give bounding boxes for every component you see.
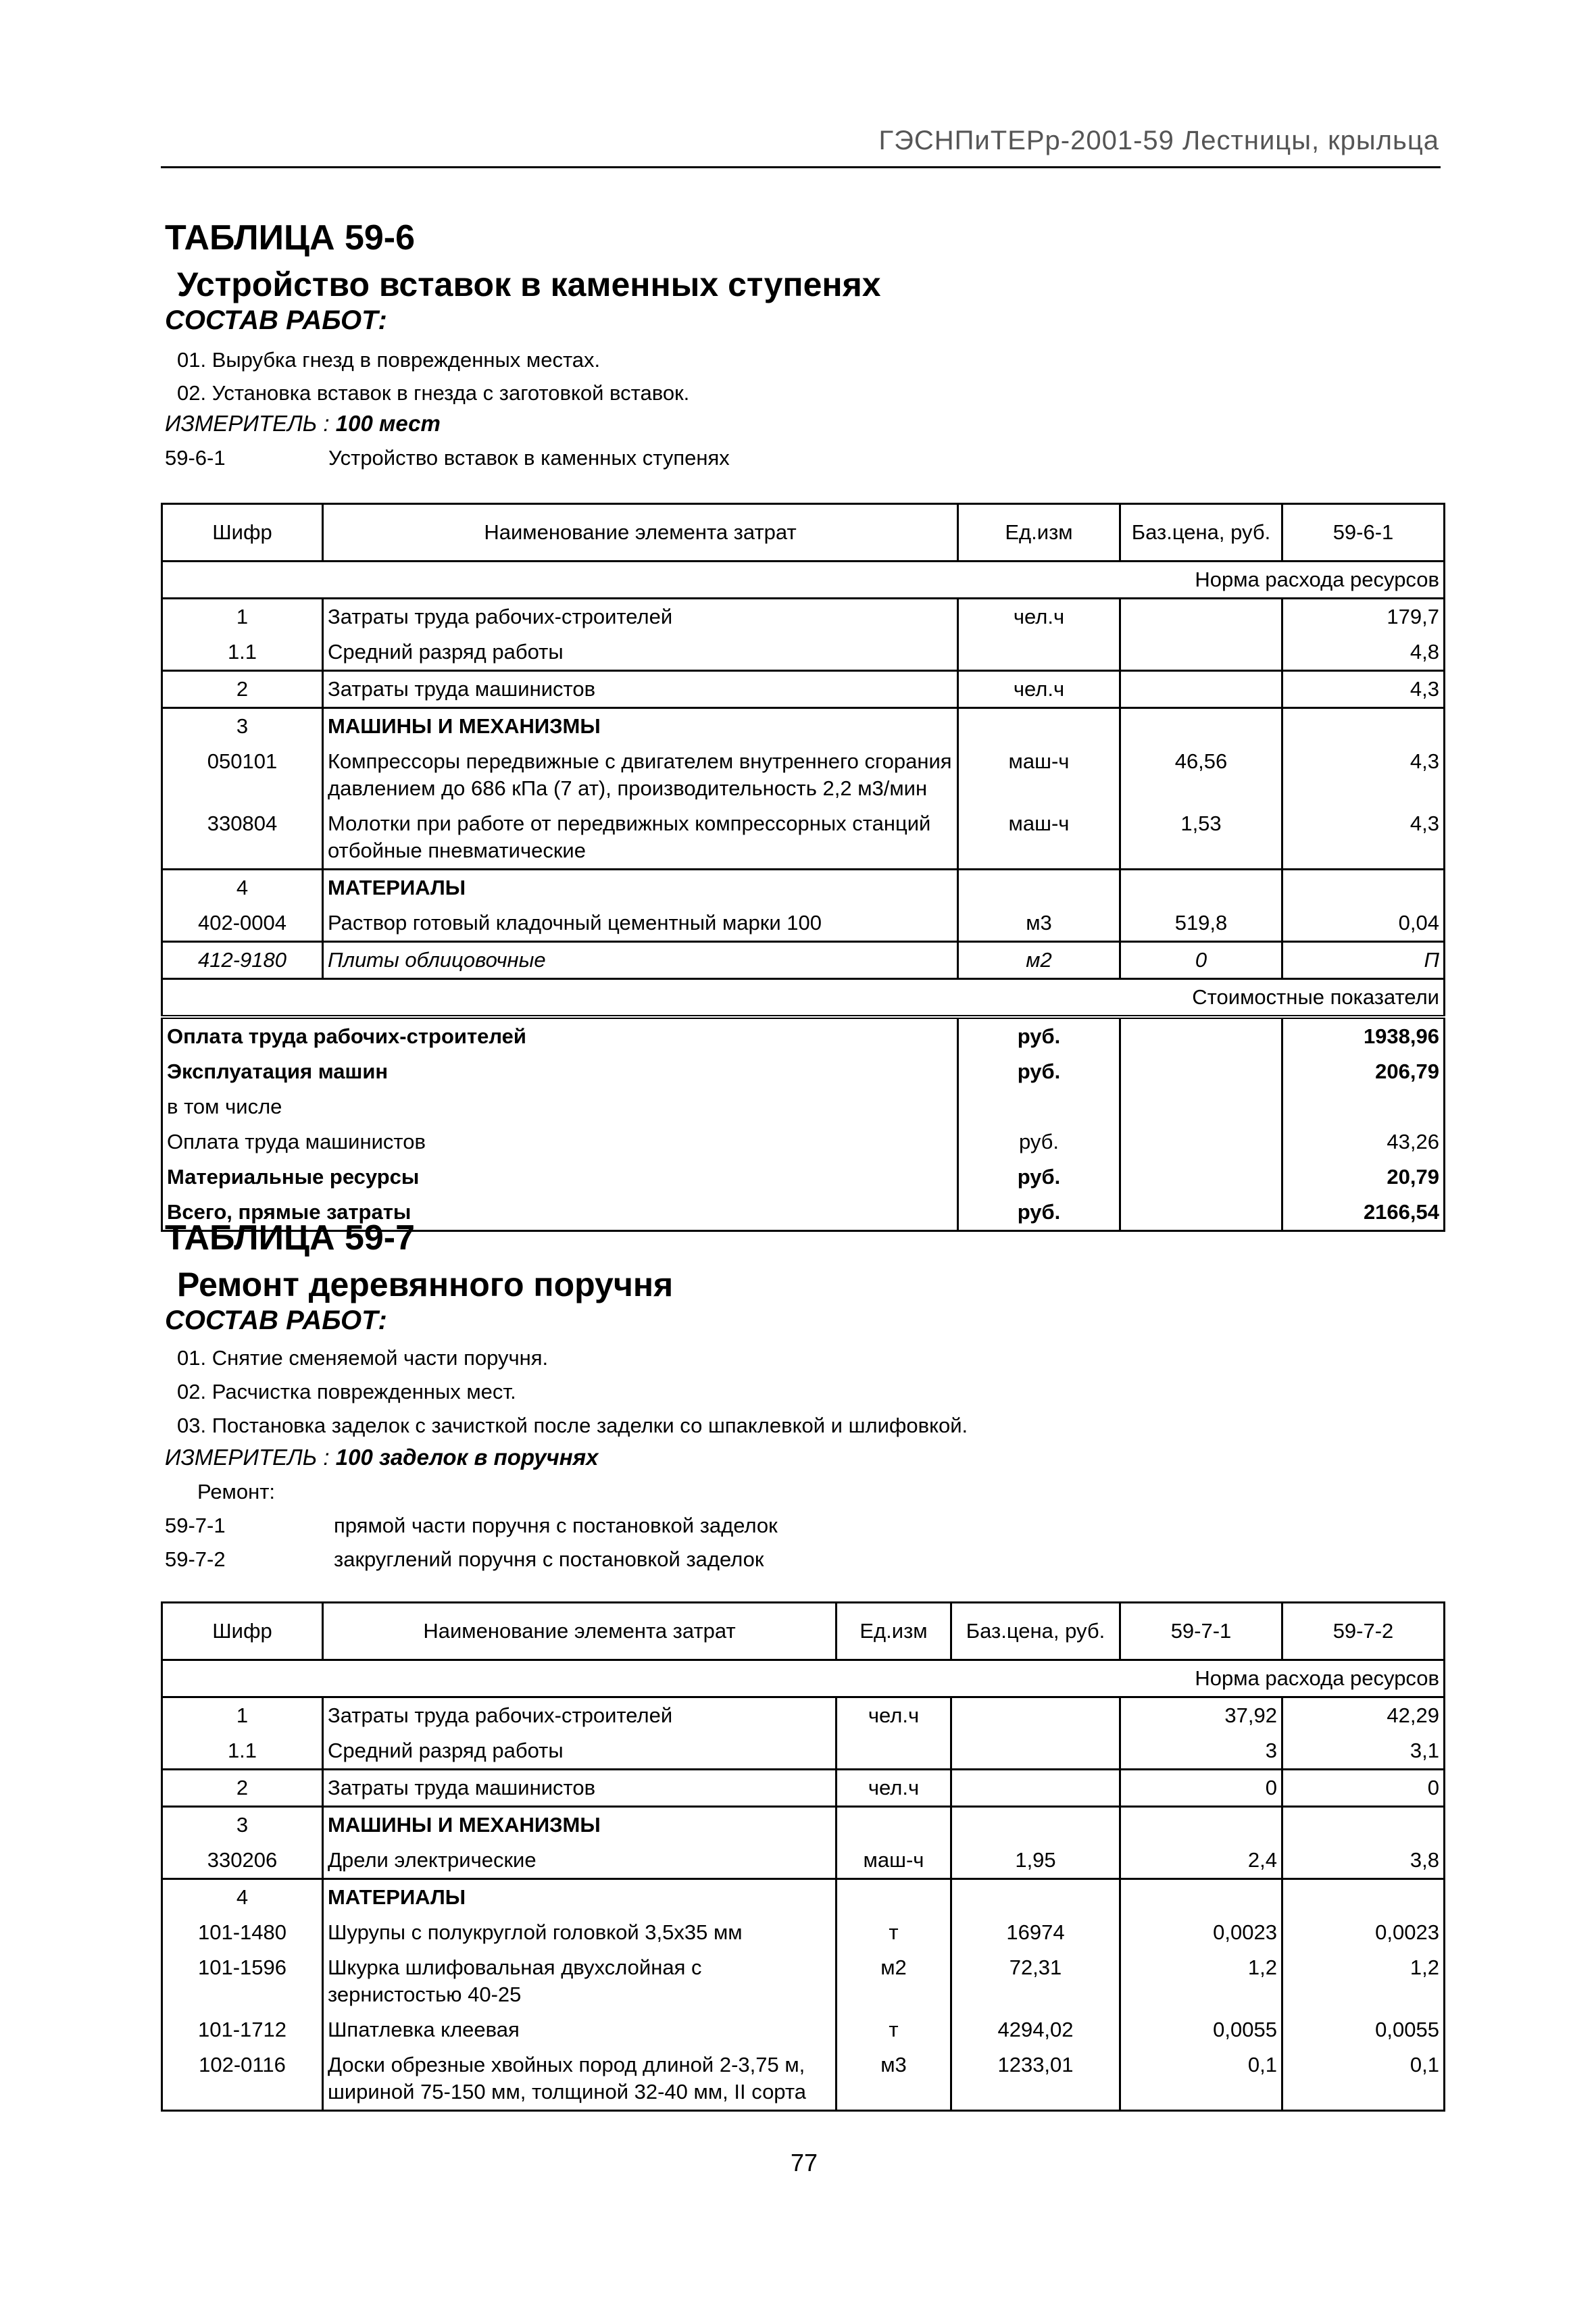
item-code: 59-7-2: [165, 1547, 226, 1571]
measure-prefix: ИЗМЕРИТЕЛЬ :: [165, 1445, 330, 1470]
price-cell: 46,56: [1120, 744, 1282, 806]
group-heading-cell: МАШИНЫ И МЕХАНИЗМЫ: [323, 708, 958, 745]
group-heading-cell: МАТЕРИАЛЫ: [323, 1879, 837, 1916]
unit-cell: [958, 634, 1120, 671]
price-cell: 519,8: [1120, 905, 1282, 942]
value-cell: 0,04: [1282, 905, 1445, 942]
cost-empty: [1120, 1195, 1282, 1231]
unit-cell: [837, 1807, 951, 1843]
value-cell: 3,8: [1282, 1843, 1445, 1879]
price-cell: [1120, 634, 1282, 671]
code-cell: 3: [162, 1807, 323, 1843]
name-cell: Шурупы с полукруглой головкой 3,5х35 мм: [323, 1915, 837, 1950]
price-cell: [1120, 599, 1282, 635]
table-row: [162, 1770, 1445, 1807]
name-cell: Затраты труда рабочих-строителей: [323, 599, 958, 635]
table-row: [162, 1879, 1445, 1916]
table-row: [162, 806, 1445, 870]
price-cell: [951, 1879, 1120, 1916]
work-item: 01. Вырубка гнезд в поврежденных местах.: [177, 348, 601, 372]
measure-prefix: ИЗМЕРИТЕЛЬ :: [165, 411, 330, 436]
header-cell: 59-7-1: [1120, 1603, 1282, 1660]
value-cell: [1120, 1879, 1282, 1916]
cost-label-row: [162, 979, 1445, 1018]
table-row: [162, 599, 1445, 635]
group-heading-cell: МАТЕРИАЛЫ: [323, 870, 958, 906]
cost-name: Всего, прямые затраты: [162, 1195, 958, 1231]
value-cell: [1282, 870, 1445, 906]
value-cell: 0,1: [1120, 2047, 1282, 2111]
value-cell: 0,0023: [1120, 1915, 1282, 1950]
table-label: ТАБЛИЦА 59-6: [165, 218, 416, 257]
value-cell: 0,1: [1282, 2047, 1445, 2111]
cost-unit: руб.: [958, 1124, 1120, 1160]
table-row: [162, 634, 1445, 671]
cost-name: Материальные ресурсы: [162, 1160, 958, 1195]
table-row: [162, 1807, 1445, 1843]
repair-label: Ремонт:: [197, 1480, 276, 1503]
cost-value: 2166,54: [1282, 1195, 1445, 1231]
norma-label: Норма расхода ресурсов: [162, 562, 1445, 599]
table-row: [162, 671, 1445, 708]
header-cell: Ед.изм: [837, 1603, 951, 1660]
header-cell: 59-7-2: [1282, 1603, 1445, 1660]
price-cell: [951, 1697, 1120, 1734]
measure-value: 100 мест: [335, 411, 441, 436]
unit-cell: маш-ч: [837, 1843, 951, 1879]
value-cell: 179,7: [1282, 599, 1445, 635]
work-composition-label: СОСТАВ РАБОТ:: [165, 305, 387, 335]
unit-cell: маш-ч: [958, 744, 1120, 806]
table-row: [162, 1697, 1445, 1734]
code-cell: 412-9180: [162, 942, 323, 979]
cost-unit: руб.: [958, 1054, 1120, 1089]
cost-name: Оплата труда машинистов: [162, 1124, 958, 1160]
measure-value: 100 заделок в поручнях: [335, 1445, 599, 1470]
price-cell: 0: [1120, 942, 1282, 979]
resource-table-59-7: [161, 1601, 1445, 2112]
section-title: Устройство вставок в каменных ступенях: [177, 266, 881, 303]
value-cell: [1120, 1807, 1282, 1843]
value-cell: 2,4: [1120, 1843, 1282, 1879]
item-code: 59-7-1: [165, 1514, 226, 1537]
header-cell: Баз.цена, руб.: [951, 1603, 1120, 1660]
value-cell: 4,3: [1282, 744, 1445, 806]
table-row: [162, 1950, 1445, 2012]
price-cell: 1,53: [1120, 806, 1282, 870]
item-name: закруглений поручня с постановкой заделок: [334, 1547, 764, 1571]
value-cell: 0: [1282, 1770, 1445, 1807]
name-cell: Дрели электрические: [323, 1843, 837, 1879]
table-row: [162, 1733, 1445, 1770]
name-cell: Компрессоры передвижные с двигателем внутреннего сгорания давлением до 686 кПа (7 ат), производительность 2,2 м3/мин: [323, 744, 958, 806]
running-header: ГЭСНПиТЕРр-2001-59 Лестницы, крыльца: [878, 126, 1439, 155]
code-cell: 330804: [162, 806, 323, 870]
value-cell: 1,2: [1282, 1950, 1445, 2012]
code-cell: 330206: [162, 1843, 323, 1879]
measure-unit: [165, 1445, 599, 1470]
table-label: ТАБЛИЦА 59-7: [165, 1218, 416, 1258]
cost-name: Оплата труда рабочих-строителей: [162, 1017, 958, 1054]
code-cell: 4: [162, 1879, 323, 1916]
code-cell: 2: [162, 1770, 323, 1807]
cost-value: 206,79: [1282, 1054, 1445, 1089]
cost-row: [162, 1017, 1445, 1054]
name-cell: Средний разряд работы: [323, 1733, 837, 1770]
unit-cell: чел.ч: [837, 1697, 951, 1734]
value-cell: 0,0023: [1282, 1915, 1445, 1950]
header-cell: Ед.изм: [958, 504, 1120, 562]
cost-value: 20,79: [1282, 1160, 1445, 1195]
name-cell: Раствор готовый кладочный цементный марки 100: [323, 905, 958, 942]
table-row: [162, 1843, 1445, 1879]
cost-value: 43,26: [1282, 1124, 1445, 1160]
header-cell: Шифр: [162, 1603, 323, 1660]
unit-cell: м2: [958, 942, 1120, 979]
name-cell: Затраты труда машинистов: [323, 671, 958, 708]
cost-empty: [1120, 1124, 1282, 1160]
cost-unit: руб.: [958, 1195, 1120, 1231]
item-name: Устройство вставок в каменных ступенях: [328, 446, 730, 470]
measure-unit: [165, 411, 441, 437]
value-cell: 3: [1120, 1733, 1282, 1770]
cost-value: [1282, 1089, 1445, 1124]
code-cell: 1: [162, 1697, 323, 1734]
table-header-row: [162, 1603, 1445, 1660]
value-cell: 1,2: [1120, 1950, 1282, 2012]
table-row: [162, 2012, 1445, 2047]
value-cell: 4,8: [1282, 634, 1445, 671]
price-cell: [951, 1807, 1120, 1843]
work-item: 02. Расчистка поврежденных мест.: [177, 1380, 516, 1403]
cost-row: [162, 1089, 1445, 1124]
price-cell: [951, 1733, 1120, 1770]
cost-unit: руб.: [958, 1017, 1120, 1054]
code-cell: 102-0116: [162, 2047, 323, 2111]
price-cell: [1120, 708, 1282, 745]
unit-cell: м3: [837, 2047, 951, 2111]
cost-row: [162, 1160, 1445, 1195]
header-cell: Наименование элемента затрат: [323, 504, 958, 562]
cost-unit: руб.: [958, 1160, 1120, 1195]
price-cell: [951, 1770, 1120, 1807]
table-row: [162, 708, 1445, 745]
table-row: [162, 2047, 1445, 2111]
code-cell: 1.1: [162, 634, 323, 671]
header-rule: [161, 166, 1441, 168]
code-cell: 402-0004: [162, 905, 323, 942]
group-heading-cell: МАШИНЫ И МЕХАНИЗМЫ: [323, 1807, 837, 1843]
unit-cell: т: [837, 2012, 951, 2047]
code-cell: 2: [162, 671, 323, 708]
price-cell: 72,31: [951, 1950, 1120, 2012]
value-cell: 4,3: [1282, 671, 1445, 708]
norma-label: Норма расхода ресурсов: [162, 1660, 1445, 1697]
cost-empty: [1120, 1160, 1282, 1195]
name-cell: Шкурка шлифовальная двухслойная с зернистостью 40-25: [323, 1950, 837, 2012]
price-cell: 1233,01: [951, 2047, 1120, 2111]
value-cell: 0,0055: [1282, 2012, 1445, 2047]
table-header-row: [162, 504, 1445, 562]
item-code: 59-6-1: [165, 446, 226, 470]
name-cell: Средний разряд работы: [323, 634, 958, 671]
unit-cell: м3: [958, 905, 1120, 942]
unit-cell: маш-ч: [958, 806, 1120, 870]
cost-unit: [958, 1089, 1120, 1124]
work-composition-label: СОСТАВ РАБОТ:: [165, 1305, 387, 1335]
cost-label: Стоимостные показатели: [162, 979, 1445, 1018]
value-cell: 0,0055: [1120, 2012, 1282, 2047]
unit-cell: [958, 870, 1120, 906]
value-cell: 4,3: [1282, 806, 1445, 870]
table-row: [162, 905, 1445, 942]
page-number: 77: [791, 2149, 818, 2176]
name-cell: Затраты труда рабочих-строителей: [323, 1697, 837, 1734]
code-cell: 1: [162, 599, 323, 635]
cost-name: в том числе: [162, 1089, 958, 1124]
table-row: [162, 942, 1445, 979]
price-cell: 16974: [951, 1915, 1120, 1950]
value-cell: [1282, 1879, 1445, 1916]
name-cell: Шпатлевка клеевая: [323, 2012, 837, 2047]
code-cell: 101-1480: [162, 1915, 323, 1950]
resource-table-59-6: [161, 503, 1445, 1232]
cost-row: [162, 1054, 1445, 1089]
name-cell: Затраты труда машинистов: [323, 1770, 837, 1807]
code-cell: 3: [162, 708, 323, 745]
norma-row: [162, 1660, 1445, 1697]
code-cell: 101-1596: [162, 1950, 323, 2012]
header-cell: Шифр: [162, 504, 323, 562]
code-cell: 4: [162, 870, 323, 906]
table-row: [162, 744, 1445, 806]
value-cell: [1282, 708, 1445, 745]
value-cell: [1282, 1807, 1445, 1843]
unit-cell: м2: [837, 1950, 951, 2012]
code-cell: 050101: [162, 744, 323, 806]
value-cell: 0: [1120, 1770, 1282, 1807]
header-cell: 59-6-1: [1282, 504, 1445, 562]
section-title: Ремонт деревянного поручня: [177, 1266, 674, 1303]
cost-empty: [1120, 1017, 1282, 1054]
header-cell: Наименование элемента затрат: [323, 1603, 837, 1660]
price-cell: 4294,02: [951, 2012, 1120, 2047]
cost-empty: [1120, 1054, 1282, 1089]
unit-cell: [958, 708, 1120, 745]
table-row: [162, 1915, 1445, 1950]
value-cell: П: [1282, 942, 1445, 979]
work-item: 03. Постановка заделок с зачисткой после заделки со шпаклевкой и шлифовкой.: [177, 1414, 968, 1437]
code-cell: 101-1712: [162, 2012, 323, 2047]
price-cell: [1120, 671, 1282, 708]
unit-cell: чел.ч: [837, 1770, 951, 1807]
price-cell: [1120, 870, 1282, 906]
cost-row: [162, 1124, 1445, 1160]
name-cell: Плиты облицовочные: [323, 942, 958, 979]
unit-cell: т: [837, 1915, 951, 1950]
item-name: прямой части поручня с постановкой заделок: [334, 1514, 778, 1537]
cost-value: 1938,96: [1282, 1017, 1445, 1054]
name-cell: Молотки при работе от передвижных компрессорных станций отбойные пневматические: [323, 806, 958, 870]
value-cell: 37,92: [1120, 1697, 1282, 1734]
header-cell: Баз.цена, руб.: [1120, 504, 1282, 562]
work-item: 02. Установка вставок в гнезда с заготовкой вставок.: [177, 381, 690, 405]
unit-cell: чел.ч: [958, 671, 1120, 708]
value-cell: 42,29: [1282, 1697, 1445, 1734]
unit-cell: чел.ч: [958, 599, 1120, 635]
cost-empty: [1120, 1089, 1282, 1124]
table-row: [162, 870, 1445, 906]
value-cell: 3,1: [1282, 1733, 1445, 1770]
code-cell: 1.1: [162, 1733, 323, 1770]
work-item: 01. Снятие сменяемой части поручня.: [177, 1346, 549, 1370]
price-cell: 1,95: [951, 1843, 1120, 1879]
unit-cell: [837, 1879, 951, 1916]
norma-row: [162, 562, 1445, 599]
unit-cell: [837, 1733, 951, 1770]
name-cell: Доски обрезные хвойных пород длиной 2-3,75 м, шириной 75-150 мм, толщиной 32-40 мм, II сорта: [323, 2047, 837, 2111]
cost-name: Эксплуатация машин: [162, 1054, 958, 1089]
